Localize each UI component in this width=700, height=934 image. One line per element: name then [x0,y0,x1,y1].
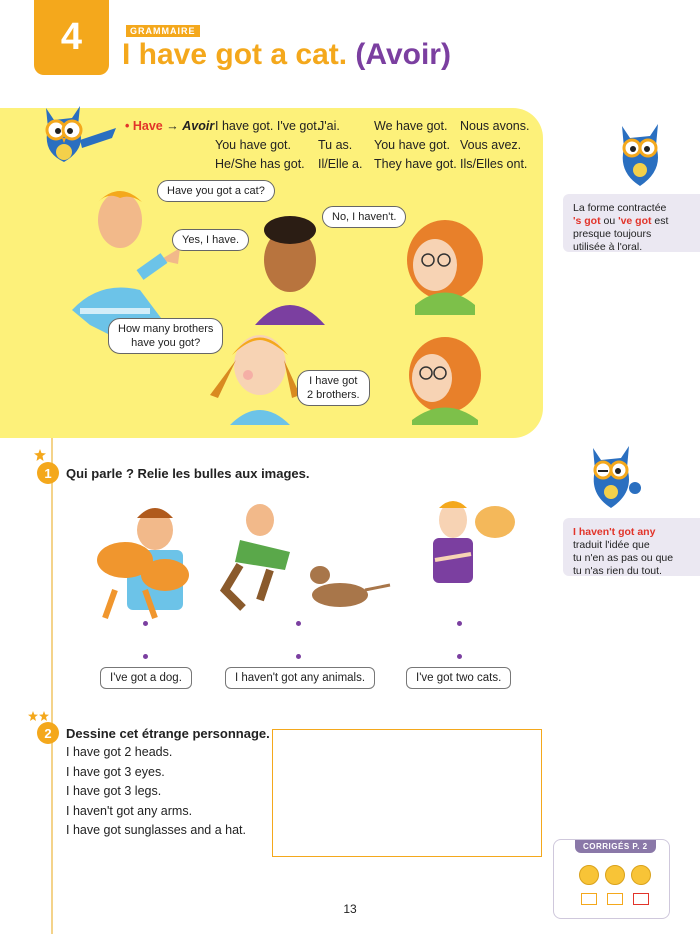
owl-thinking-icon [612,120,672,192]
connector-dot[interactable] [143,621,148,626]
conj-cell: Ils/Elles ont. [460,157,528,171]
bubble-line: I have got [309,375,358,387]
owl-mascot-icon [28,100,123,172]
speech-bubble: Yes, I have. [172,229,249,251]
self-eval-checkbox[interactable] [633,893,649,905]
drawing-area[interactable] [272,729,542,857]
conj-col-en2 [374,117,457,174]
curly-girl-icon [407,220,483,315]
side-note-contraction [563,194,700,252]
description-line: I have got 3 legs. [66,784,162,798]
have-label: Have [132,119,163,133]
conj-cell: Il/Elle a. [318,157,363,171]
sad-face-icon [631,865,651,885]
description-line: I have got sunglasses and a hat. [66,823,246,837]
curly-girl-2-icon [409,337,481,425]
conj-bullet-line [125,117,214,136]
dark-boy-icon [255,216,325,325]
speech-bubble [108,318,223,354]
corriges-label: CORRIGÉS P. 2 [575,840,656,853]
conj-cell: They have got. [374,157,457,171]
note-red: I haven't got any [573,526,656,538]
girl-alone-icon [433,501,515,583]
self-eval-checkbox[interactable] [581,893,597,905]
bubble-line: How many brothers [118,323,214,335]
self-eval-checkbox[interactable] [607,893,623,905]
exercise-2-lines [66,743,246,841]
braids-girl-icon [210,335,300,425]
note-red: 's got [573,215,601,227]
conj-cell: We have got. [374,119,448,133]
title-paren: (Avoir) [355,38,451,71]
happy-face-icon [579,865,599,885]
note-line: utilisée à l'oral. [573,241,643,253]
note-line: tu n'as rien du tout. [573,565,662,577]
unit-number-tab [34,0,109,75]
connector-dot[interactable] [457,654,462,659]
conj-cell: I have got. I've got. [215,119,321,133]
answer-bubble[interactable]: I haven't got any animals. [225,667,375,689]
conj-cell: Vous avez. [460,138,522,152]
conj-col-fr1 [318,117,362,174]
speech-bubble: Have you got a cat? [157,180,275,202]
unit-number: 4 [60,16,83,58]
exercise-2-title: Dessine cet étrange personnage. [66,726,270,741]
title-main: I have got a cat. [122,38,348,71]
bubble-line: 2 brothers. [307,389,360,401]
arrow: → [166,119,179,133]
speech-bubble [297,370,370,406]
exercise-2-badge: 2 [37,722,59,744]
note-line: La forme contractée [573,202,667,214]
connector-dot[interactable] [457,621,462,626]
conj-cell: Tu as. [318,138,353,152]
star-icon [34,449,46,461]
avoir-label: Avoir [182,119,215,133]
answer-bubble[interactable]: I've got a dog. [100,667,192,689]
boy-with-cats-icon [97,508,189,618]
connector-dot[interactable] [296,654,301,659]
speech-bubble: No, I haven't. [322,206,406,228]
section-label: GRAMMAIRE [126,25,200,37]
boy-with-dog-icon [225,504,390,608]
description-line: I have got 2 heads. [66,745,173,759]
bubble-line: have you got? [131,337,201,349]
owl-thumbs-up-icon [583,442,645,514]
exercise-1-badge: 1 [37,462,59,484]
note-text: est [651,215,669,227]
page-title [122,38,451,72]
conj-cell: He/She has got. [215,157,305,171]
conj-cell: You have got. [215,138,291,152]
connector-dot[interactable] [296,621,301,626]
note-line: tu n'en as pas ou que [573,552,674,564]
exercise-1-title: Qui parle ? Relie les bulles aux images. [66,466,310,481]
conj-cell: J'ai. [318,119,340,133]
exercise-1-illustrations [75,490,525,620]
note-line: presque toujours [573,228,652,240]
conj-col-fr2 [460,117,529,174]
note-red: 've got [618,215,652,227]
side-note-any [563,518,700,576]
neutral-face-icon [605,865,625,885]
note-line [573,215,690,228]
note-line: traduit l'idée que [573,539,650,551]
note-text: ou [600,215,619,227]
conj-cell: Nous avons. [460,119,530,133]
description-line: I haven't got any arms. [66,803,193,818]
conj-cell: You have got. [374,138,450,152]
description-line: I have got 3 eyes. [66,764,165,779]
conj-col-en1 [215,117,320,174]
bullet: • [125,119,130,133]
page-number: 13 [343,902,357,916]
answer-bubble[interactable]: I've got two cats. [406,667,511,689]
margin-line [51,438,53,934]
connector-dot[interactable] [143,654,148,659]
